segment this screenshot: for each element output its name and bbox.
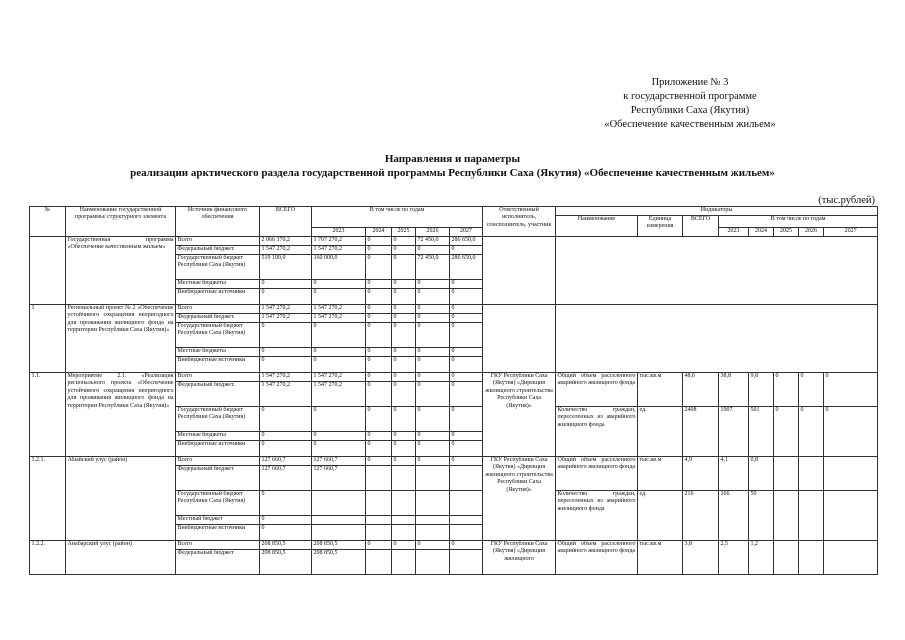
value-cell [416,466,450,491]
indicator-total: 2408 [683,407,719,457]
indicator-name: Общий объем расселенного аварийного жилищного фонда [556,457,638,491]
value-cell: 1 547 270,2 [260,305,312,314]
source-cell: Всего [176,373,260,382]
header-ind-by-years: В том числе по годам [719,216,878,228]
value-cell: 0 [416,289,450,305]
value-cell: 0 [366,289,392,305]
value-cell: 0 [260,525,312,541]
value-cell: 127 660,7 [312,457,366,466]
appendix-line: Приложение № 3 [651,77,729,88]
year-header: 2027 [450,228,483,237]
source-cell: Федеральный бюджет. [176,246,260,255]
indicator-total: 3,8 [683,541,719,575]
value-cell: 0 [260,491,312,516]
value-cell: 0 [450,280,483,289]
year-header: 2026 [416,228,450,237]
value-cell: 0 [366,348,392,357]
header-indicators: Индикаторы [556,207,878,216]
value-cell: 0 [392,407,416,432]
units-label: (тыс.рублей) [818,195,875,206]
value-cell: 1 547 270,2 [312,373,366,382]
row-name: Мероприятие 2.1. «Реализация регионального проекта «Обеспечение устойчивого сокращения непригодного для проживания жилищного фонда на территории Республики Саха (Якутия)» [66,373,176,457]
document-subtitle: реализации арктического раздела государственной программы Республики Саха (Якутия) «Обеспечение качественным жильем» [130,167,775,179]
value-cell: 0 [450,289,483,305]
value-cell: 0 [392,373,416,382]
value-cell: 0 [366,382,392,407]
row-name: Региональный проект № 2 «Обеспечение устойчивого сокращения непригодного для проживания жилищного фонда на территории Республики Саха (Якутия)» [66,305,176,373]
value-cell: 0 [392,305,416,314]
indicator-unit: ед. [638,491,683,541]
value-cell [392,491,416,516]
table-row [30,237,878,246]
value-cell [312,516,366,525]
value-cell [366,525,392,541]
indicator-unit: тыс.кв.м [638,457,683,491]
indicator-name: Общий объем расселенного аварийного жилищного фонда [556,373,638,407]
value-cell: 0 [450,348,483,357]
executor-cell: ГКУ Республики Саха (Якутия) «Дирекция жилищного строительства Республики Саха (Якутия)» [483,457,556,541]
value-cell: 0 [366,541,392,550]
value-cell: 1 547 270,2 [312,382,366,407]
indicator-value: 4,1 [719,457,749,491]
value-cell: 0 [450,373,483,382]
header-name: Наименование государственной программы/ структурного элемента [66,207,176,237]
indicator-value [824,491,878,541]
indicator-value [774,541,799,575]
value-cell: 0 [392,457,416,466]
value-cell: 127 660,7 [260,457,312,466]
source-cell: Внебюджетные источники [176,441,260,457]
value-cell: 0 [260,323,312,348]
value-cell: 1 547 270,2 [260,246,312,255]
value-cell: 0 [450,314,483,323]
value-cell [450,516,483,525]
value-cell: 1 547 270,2 [312,314,366,323]
indicator-value: 1,2 [749,541,774,575]
indicator-name: Количество граждан, переселенных из аварийного жилищного фонда [556,491,638,541]
indicator-value: 38,8 [719,373,749,407]
value-cell: 0 [416,348,450,357]
value-cell: 0 [416,314,450,323]
value-cell: 0 [450,457,483,466]
indicator-value: 166 [719,491,749,541]
value-cell: 1 547 270,2 [312,305,366,314]
value-cell [392,525,416,541]
header-total: ВСЕГО [260,207,312,237]
value-cell: 0 [392,314,416,323]
budget-table [29,206,878,575]
value-cell: 0 [260,407,312,432]
executor-cell: ГКУ Республики Саха (Якутия) «Дирекция жилищного строительства Республики Саха (Якутия)» [483,373,556,457]
header-num: № [30,207,66,237]
appendix-line: Республики Саха (Якутия) [630,105,750,116]
appendix-block [560,76,820,132]
value-cell: 0 [366,314,392,323]
indicator-value: 1907 [719,407,749,457]
value-cell [366,466,392,491]
value-cell: 0 [392,432,416,441]
value-cell: 0 [366,237,392,246]
value-cell: 0 [416,357,450,373]
value-cell: 208 850,5 [260,541,312,550]
indicator-total: 216 [683,491,719,541]
value-cell: 0 [366,407,392,432]
value-cell: 0 [312,407,366,432]
table-row [30,373,878,382]
value-cell: 0 [312,432,366,441]
value-cell: 127 660,7 [260,466,312,491]
value-cell: 0 [416,382,450,407]
value-cell: 72 450,0 [416,255,450,280]
indicator-empty-cell [556,305,878,373]
value-cell: 0 [260,357,312,373]
value-cell: 0 [416,541,450,550]
indicator-value: 9,8 [749,373,774,407]
value-cell: 160 000,0 [312,255,366,280]
value-cell: 0 [366,441,392,457]
table-row [30,541,878,550]
value-cell: 0 [450,432,483,441]
source-cell: Внебюджетные источники [176,525,260,541]
value-cell: 0 [366,255,392,280]
document-title: Направления и параметры [384,153,521,165]
value-cell [450,550,483,575]
value-cell [366,550,392,575]
value-cell: 0 [260,289,312,305]
value-cell: 0 [260,432,312,441]
header-executor: Ответственный исполнитель, соисполнитель, участник [483,207,556,237]
value-cell: 0 [450,382,483,407]
indicator-value [774,491,799,541]
value-cell: 0 [450,323,483,348]
indicator-value [824,457,878,491]
value-cell: 0 [366,373,392,382]
row-num: 1.1. [30,373,66,457]
value-cell: 2 066 370,2 [260,237,312,246]
value-cell: 0 [392,237,416,246]
row-num: 1.2.2. [30,541,66,575]
value-cell: 0 [416,407,450,432]
value-cell: 0 [312,323,366,348]
value-cell: 0 [260,280,312,289]
value-cell: 0 [450,246,483,255]
source-cell: Государственный бюджет Республики Саха (Якутия) [176,407,260,432]
year-header: 2024 [366,228,392,237]
value-cell: 208 850,5 [312,550,366,575]
source-cell: Внебюджетные источники [176,289,260,305]
indicator-value [824,541,878,575]
row-name: Анабарский улус (район) [66,541,176,575]
value-cell [416,550,450,575]
source-cell: Федеральный бюджет. [176,314,260,323]
value-cell [392,550,416,575]
value-cell: 0 [366,280,392,289]
value-cell: 0 [392,382,416,407]
value-cell: 0 [260,516,312,525]
value-cell: 0 [366,432,392,441]
indicator-value: 2,5 [719,541,749,575]
value-cell: 0 [392,441,416,457]
value-cell [450,525,483,541]
value-cell [392,466,416,491]
header-ind-unit: Единица измерения [638,216,683,237]
indicator-value: 0 [799,407,824,457]
source-cell: Федеральный бюджет [176,550,260,575]
indicator-value [799,457,824,491]
source-cell: Внебюджетные источники [176,357,260,373]
year-header: 2023 [312,228,366,237]
value-cell: 0 [392,255,416,280]
indicator-total: 48,6 [683,373,719,407]
source-cell: Государственный бюджет Республики Саха (Якутия) [176,491,260,516]
value-cell: 0 [366,357,392,373]
indicator-value: 0 [824,407,878,457]
value-cell: 127 660,7 [312,466,366,491]
value-cell: 0 [312,357,366,373]
ind-year-header: 2027 [824,228,878,237]
source-cell: Местные бюджеты [176,432,260,441]
ind-year-header: 2024 [749,228,774,237]
value-cell: 1 547 270,2 [260,373,312,382]
value-cell: 286 650,0 [450,237,483,246]
table-row [30,305,878,314]
indicator-name: Количество граждан, переселенных из аварийного жилищного фонда [556,407,638,457]
source-cell: Местные бюджеты [176,280,260,289]
value-cell [366,491,392,516]
value-cell: 72 450,0 [416,237,450,246]
header-ind-total: ВСЕГО [683,216,719,237]
header-by-years: В том числе по годам [312,207,483,228]
value-cell: 0 [450,541,483,550]
value-cell: 208 850,5 [260,550,312,575]
indicator-value [799,541,824,575]
indicator-value [774,457,799,491]
value-cell: 0 [312,441,366,457]
source-cell: Всего [176,541,260,550]
value-cell: 286 650,0 [450,255,483,280]
value-cell: 0 [392,280,416,289]
value-cell: 0 [312,348,366,357]
value-cell: 0 [450,407,483,432]
source-cell: Всего [176,457,260,466]
executor-cell [483,305,556,373]
value-cell: 1 547 270,2 [260,382,312,407]
row-num [30,237,66,305]
value-cell: 0 [312,289,366,305]
value-cell [392,516,416,525]
value-cell: 0 [416,280,450,289]
value-cell [366,516,392,525]
value-cell: 0 [392,348,416,357]
row-name: Абыйский улус (район) [66,457,176,541]
value-cell: 0 [392,357,416,373]
value-cell: 0 [366,305,392,314]
value-cell: 0 [416,457,450,466]
row-num: 1.2.1. [30,457,66,541]
value-cell: 0 [416,441,450,457]
indicator-value: 50 [749,491,774,541]
source-cell: Всего [176,237,260,246]
indicator-value: 0 [774,373,799,407]
source-cell: Федеральный бюджет [176,466,260,491]
indicator-value: 0 [824,373,878,407]
header-row [30,207,878,216]
value-cell: 0 [450,305,483,314]
executor-cell [483,237,556,305]
value-cell: 0 [366,323,392,348]
value-cell [312,491,366,516]
value-cell: 0 [416,323,450,348]
value-cell: 1 547 270,2 [312,246,366,255]
value-cell: 0 [416,246,450,255]
value-cell: 208 850,5 [312,541,366,550]
value-cell [416,516,450,525]
value-cell [450,466,483,491]
indicator-empty-cell [556,237,878,305]
row-name: Государственная программа «Обеспечение качественным жильем» [66,237,176,305]
indicator-name: Общий объем расселенного аварийного жилищного фонда [556,541,638,575]
indicator-unit: тыс.кв.м [638,541,683,575]
indicator-unit: ед. [638,407,683,457]
value-cell: 0 [392,246,416,255]
indicator-value: 501 [749,407,774,457]
source-cell: Федеральный бюджет. [176,382,260,407]
row-num: 1 [30,305,66,373]
value-cell: 1 707 270,2 [312,237,366,246]
appendix-line: к государственной программе [623,91,757,102]
value-cell: 0 [450,441,483,457]
indicator-value: 0 [799,373,824,407]
value-cell: 0 [416,432,450,441]
source-cell: Всего [176,305,260,314]
value-cell: 0 [366,457,392,466]
executor-cell: ГКУ Республики Саха (Якутия) «Дирекция жилищного [483,541,556,575]
value-cell [416,491,450,516]
value-cell: 519 100,0 [260,255,312,280]
value-cell: 0 [392,541,416,550]
value-cell [416,525,450,541]
value-cell: 0 [416,305,450,314]
value-cell: 0 [450,357,483,373]
value-cell [450,491,483,516]
ind-year-header: 2026 [799,228,824,237]
value-cell: 0 [416,373,450,382]
indicator-value: 0,8 [749,457,774,491]
indicator-value: 0 [774,407,799,457]
value-cell: 0 [312,280,366,289]
value-cell: 1 547 270,2 [260,314,312,323]
indicator-unit: тыс.кв.м [638,373,683,407]
source-cell: Государственный бюджет Республики Саха (Якутия) [176,255,260,280]
value-cell: 0 [260,441,312,457]
value-cell [312,525,366,541]
appendix-line: «Обеспечение качественным жильем» [604,119,776,130]
value-cell: 0 [392,289,416,305]
value-cell: 0 [366,246,392,255]
header-source: Источник финансового обеспечения [176,207,260,237]
year-header: 2025 [392,228,416,237]
ind-year-header: 2023 [719,228,749,237]
indicator-total: 4,9 [683,457,719,491]
source-cell: Местные бюджеты [176,348,260,357]
source-cell: Местный бюджет [176,516,260,525]
value-cell: 0 [392,323,416,348]
header-ind-name: Наименование [556,216,638,237]
table-row [30,457,878,466]
ind-year-header: 2025 [774,228,799,237]
source-cell: Государственный бюджет Республики Саха (Якутия) [176,323,260,348]
value-cell: 0 [260,348,312,357]
indicator-value [799,491,824,541]
